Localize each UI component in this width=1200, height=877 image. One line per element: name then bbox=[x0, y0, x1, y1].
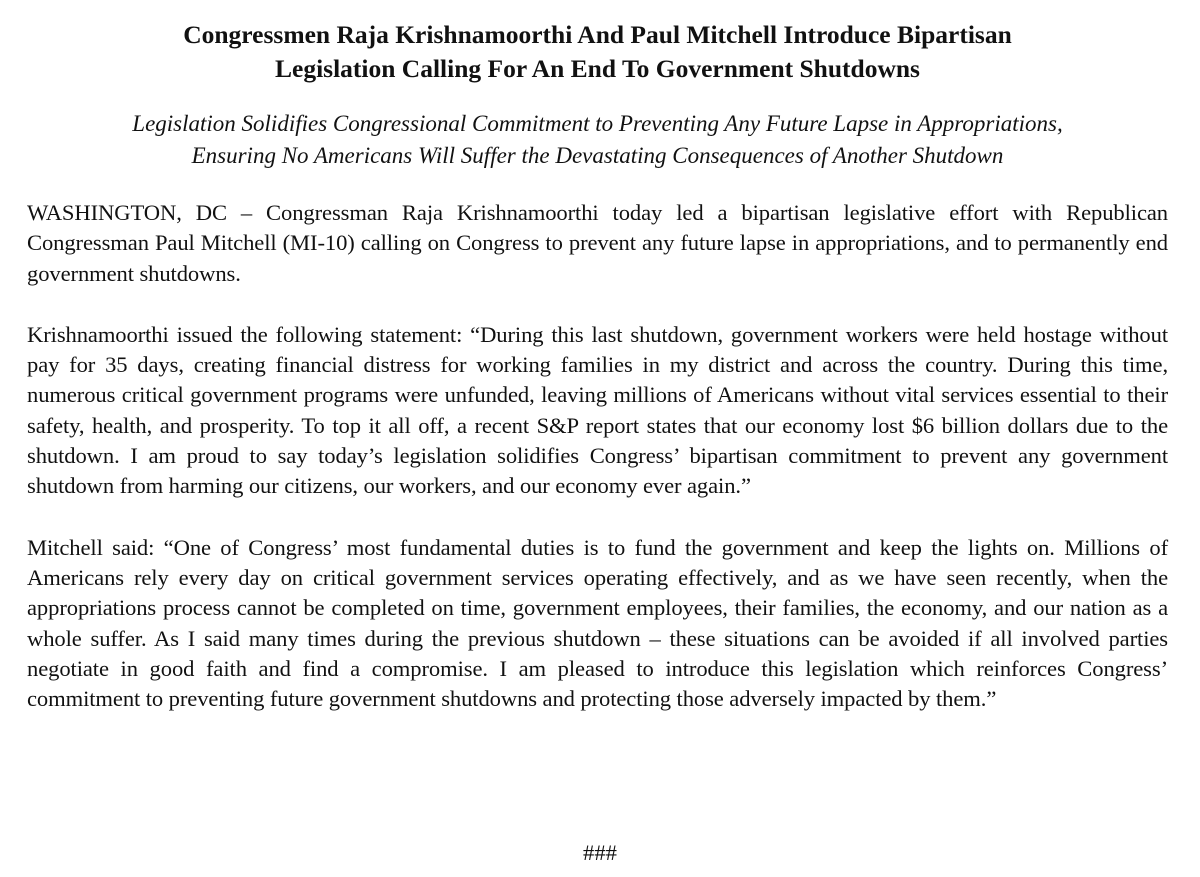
paragraph-krishnamoorthi-statement: Krishnamoorthi issued the following statement: “During this last shutdown, government workers were held hostage without pay for 35 days, creating financial distress for working families in my district and across the country. During this time, numerous critical government programs were unfunded, leaving millions of Americans without vital services essential to their safety, health, and prosperity. To top it all off, a recent S&P report states that our economy lost $6 billion dollars due to the shutdown. I am proud to say today’s legislation solidifies Congress’ bipartisan commitment to prevent any government shutdown from harming our citizens, our workers, and our economy ever again.” bbox=[27, 321, 1168, 499]
end-mark: ### bbox=[583, 840, 617, 865]
title-line-2: Legislation Calling For An End To Government Shutdowns bbox=[275, 54, 920, 83]
press-release-title bbox=[27, 18, 1168, 86]
press-release-subtitle bbox=[27, 108, 1168, 172]
subtitle-line-2: Ensuring No Americans Will Suffer the Devastating Consequences of Another Shutdown bbox=[191, 143, 1004, 168]
paragraph-dateline: WASHINGTON, DC – Congressman Raja Krishnamoorthi today led a bipartisan legislative effort with Republican Congressman Paul Mitchell (MI-10) calling on Congress to prevent any future lapse in appropriations, and to permanently end government shutdowns. bbox=[27, 200, 1168, 286]
title-line-1: Congressmen Raja Krishnamoorthi And Paul Mitchell Introduce Bipartisan bbox=[183, 20, 1012, 49]
subtitle-line-1: Legislation Solidifies Congressional Commitment to Preventing Any Future Lapse in Appropriations, bbox=[132, 111, 1063, 136]
paragraph-mitchell-statement: Mitchell said: “One of Congress’ most fundamental duties is to fund the government and keep the lights on. Millions of Americans rely every day on critical government services operating effectively, and as we have seen recently, when the appropriations process cannot be completed on time, government employees, their families, the economy, and our nation as a whole suffer. As I said many times during the previous shutdown – these situations can be avoided if all involved parties negotiate in good faith and find a compromise. I am pleased to introduce this legislation which reinforces Congress’ commitment to preventing future government shutdowns and protecting those adversely impacted by them.” bbox=[27, 534, 1168, 712]
